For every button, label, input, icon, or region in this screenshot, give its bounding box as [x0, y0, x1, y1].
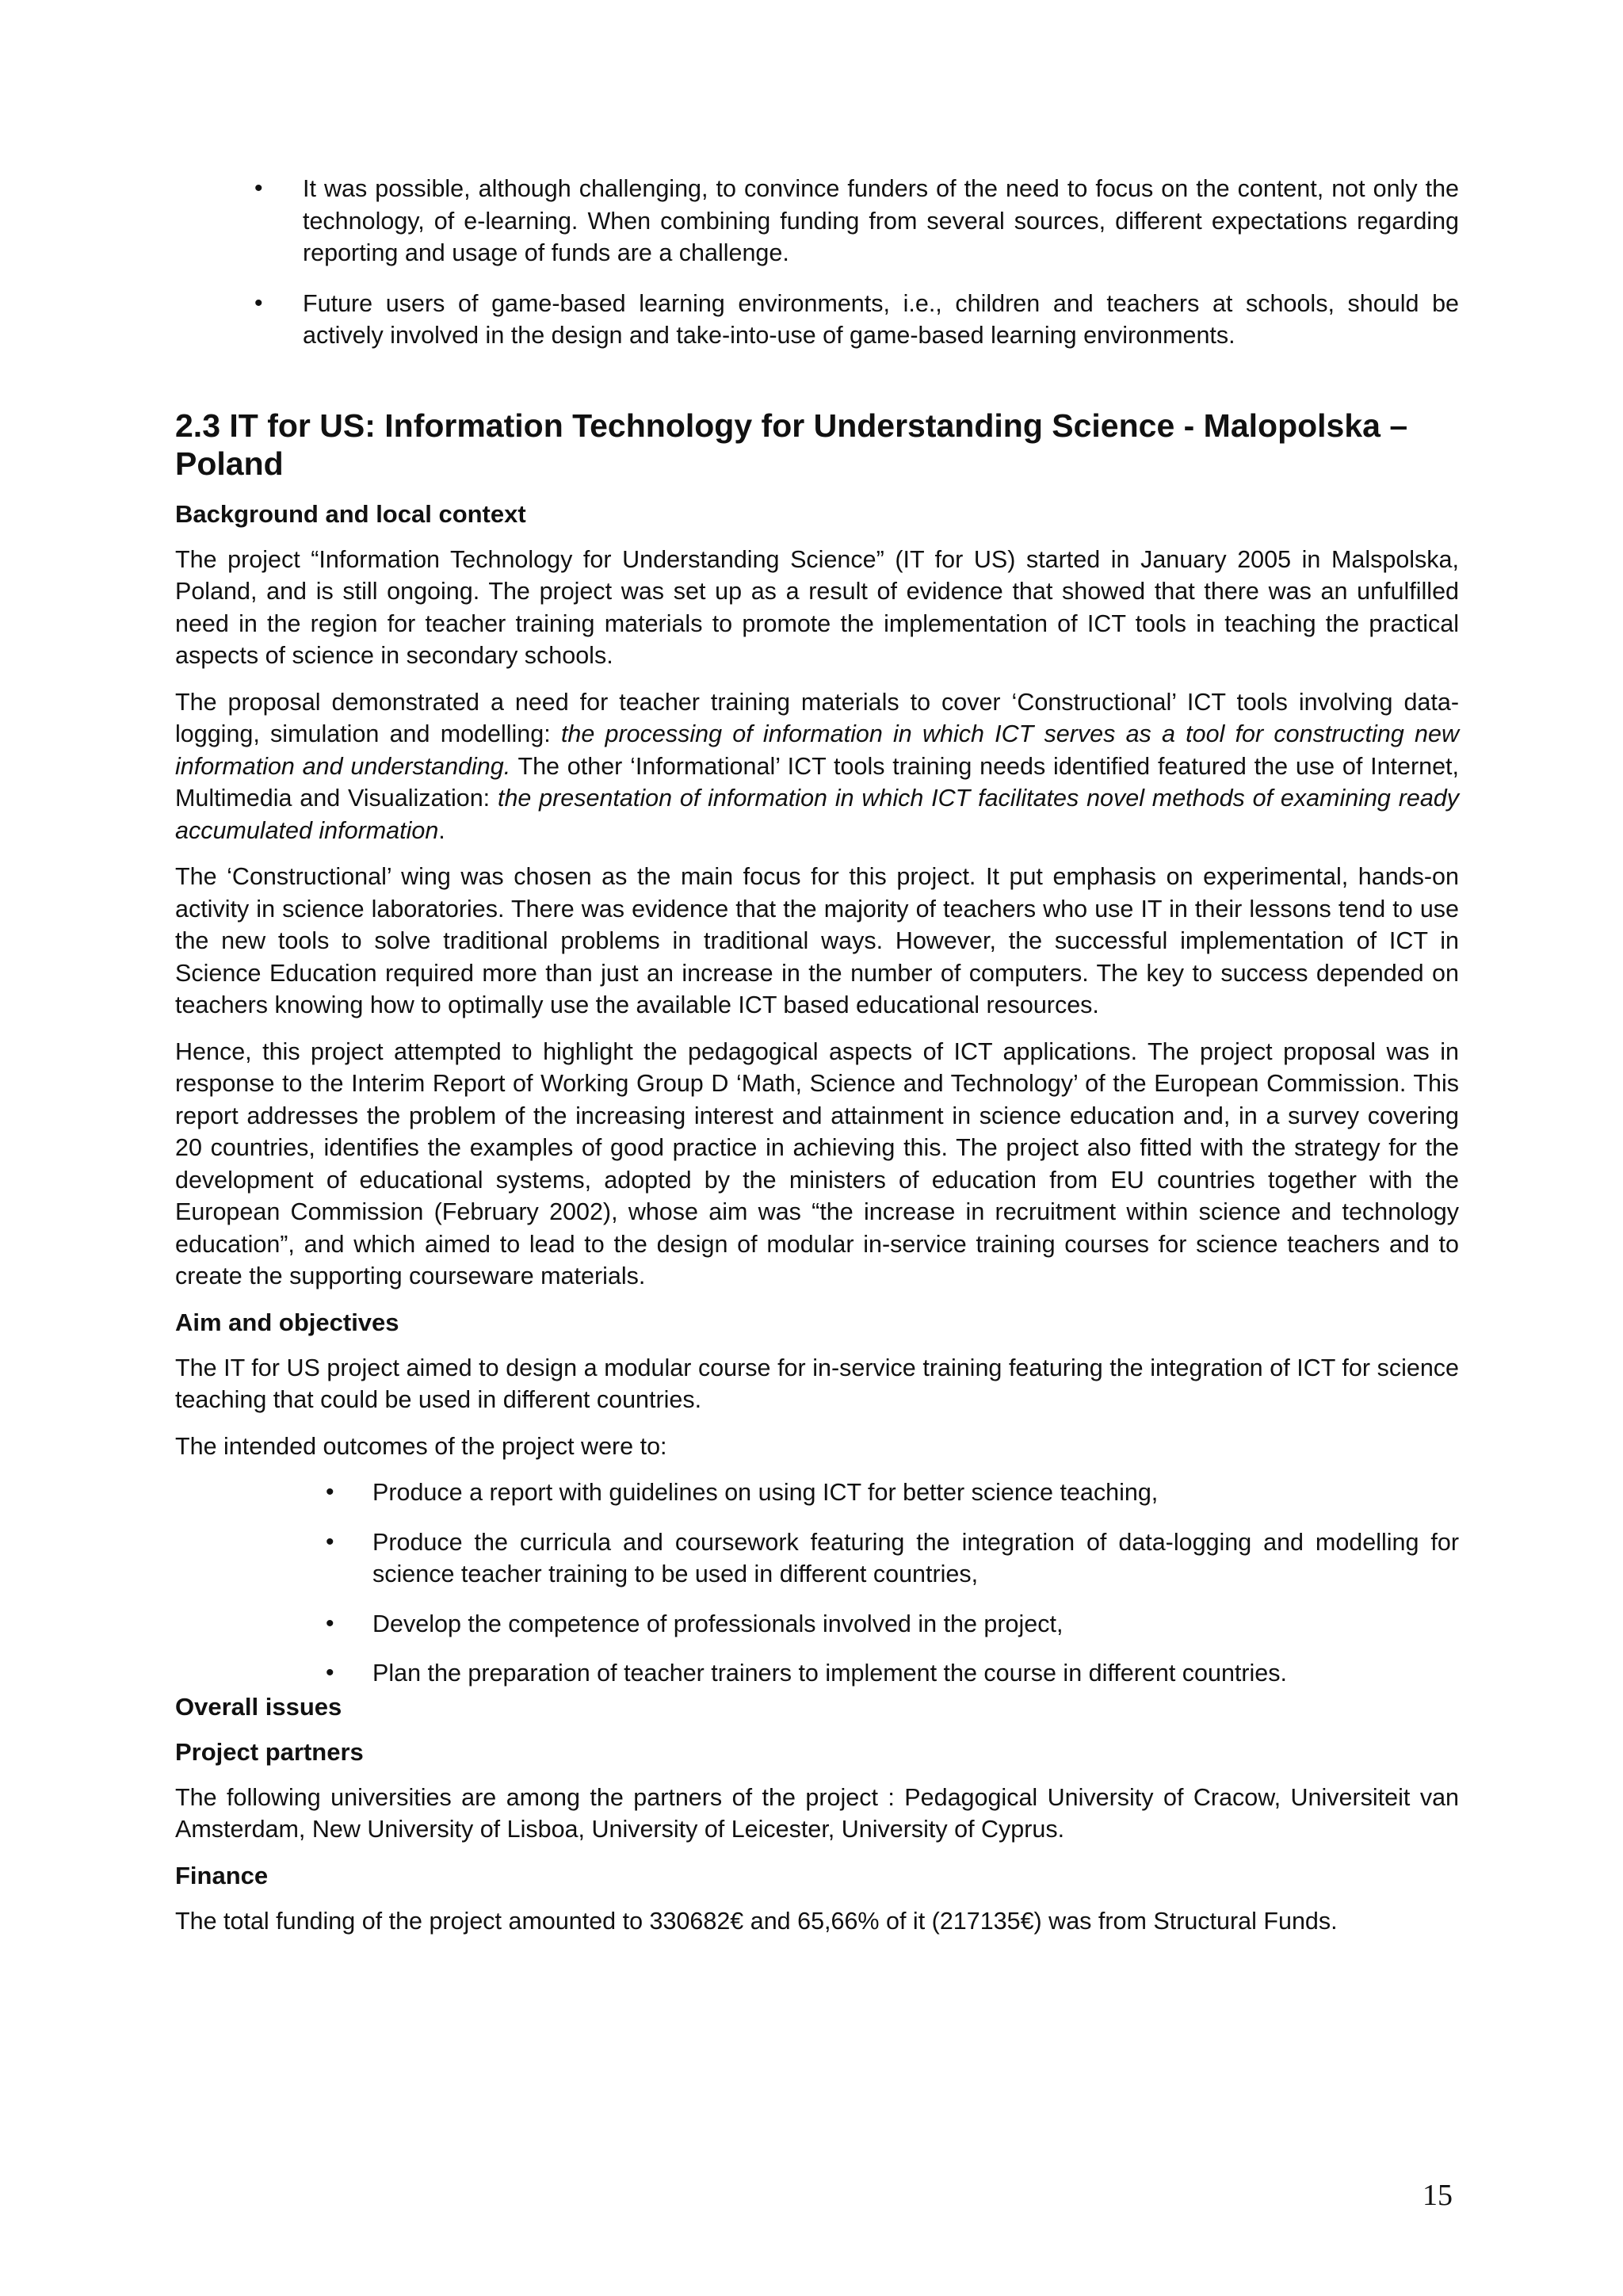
bullet-icon: • [326, 1528, 334, 1555]
p2-text-a: The proposal demonstrated a need for teacher training materials to cover ‘Constructional’ ICT tools involving data-logging, simulation and modelling: [175, 688, 1459, 747]
outcomes-list [175, 1477, 1459, 1690]
list-item [175, 173, 1459, 269]
list-item [175, 1608, 1459, 1641]
background-paragraph-2 [175, 686, 1459, 847]
p2-italic-b: the processing of information in which ICT serves as a tool for constructing new information and understanding. [175, 720, 1459, 780]
background-paragraph-1: The project “Information Technology for Understanding Science” (IT for US) started in January 2005 in Malspolska, Poland, and is still ongoing. The project was set up as a result of evidence that showed that there was an unfulfilled need in the region for teacher training materials to promote the implementation of ICT tools in teaching the practical aspects of science in secondary schools. [175, 545, 1459, 669]
p2-text-c: The other ‘Informational’ ICT tools training needs identified featured the use of Internet, Multimedia and Visualization: [175, 752, 1459, 812]
p2-text-e: . [438, 816, 445, 844]
list-item [175, 1526, 1459, 1591]
outcome-text: Produce the curricula and coursework featuring the integration of data-logging and modelling for science teacher training to be used in different countries, [372, 1528, 1459, 1587]
p2-italic-d: the presentation of information in which ICT facilitates novel methods of examining ready accumulated information [175, 785, 1459, 844]
section-title: 2.3 IT for US: Information Technology for Understanding Science - Malopolska – Poland [175, 407, 1408, 482]
list-item [175, 1477, 1459, 1509]
bullet-text: Future users of game-based learning environments, i.e., children and teachers at schools, should be actively involved in the design and take-into-use of game-based learning environments. [303, 289, 1459, 349]
partners-paragraph: The following universities are among the partners of the project : Pedagogical University of Cracow, Universiteit van Amsterdam, New University of Lisboa, University of Leicester, University of Cyprus. [175, 1783, 1459, 1843]
outcome-text: Develop the competence of professionals involved in the project, [372, 1610, 1064, 1637]
background-heading: Background and local context [175, 499, 526, 528]
aims-paragraph-1: The IT for US project aimed to design a modular course for in-service training featuring the integration of ICT for science teaching that could be used in different countries. [175, 1354, 1459, 1413]
background-paragraph-3: The ‘Constructional’ wing was chosen as the main focus for this project. It put emphasis on experimental, hands-on activity in science laboratories. There was evidence that the majority of teachers who use IT in their lessons tend to use the new tools to solve traditional problems in traditional ways. However, the successful implementation of ICT in Science Education required more than just an increase in the number of computers. The key to success depended on teachers knowing how to optimally use the available ICT based educational resources. [175, 863, 1459, 1018]
bullet-icon: • [254, 289, 263, 316]
aims-heading: Aim and objectives [175, 1308, 399, 1336]
outcome-text: Plan the preparation of teacher trainers to implement the course in different countries. [372, 1660, 1287, 1687]
outcome-text: Produce a report with guidelines on using ICT for better science teaching, [372, 1479, 1159, 1506]
bullet-text: It was possible, although challenging, to convince funders of the need to focus on the content, not only the technology, of e-learning. When combining funding from several sources, different expectations regarding reporting and usage of funds are a challenge. [303, 175, 1459, 266]
list-item [175, 1657, 1459, 1690]
list-item [175, 288, 1459, 352]
overall-issues-heading: Overall issues [175, 1692, 342, 1721]
partners-heading: Project partners [175, 1737, 364, 1766]
page-content [175, 173, 1459, 1951]
aims-paragraph-2: The intended outcomes of the project were to: [175, 1432, 667, 1460]
finance-paragraph: The total funding of the project amounted to 330682€ and 65,66% of it (217135€) was from Structural Funds. [175, 1907, 1338, 1935]
page-number: 15 [1423, 2179, 1453, 2212]
bullet-icon: • [326, 1610, 334, 1637]
finance-heading: Finance [175, 1861, 269, 1889]
background-paragraph-4: Hence, this project attempted to highlight the pedagogical aspects of ICT applications. The project proposal was in response to the Interim Report of Working Group D ‘Math, Science and Technology’ of the European Commission. This report addresses the problem of the increasing interest and attainment in science education and, in a survey covering 20 countries, identifies the examples of good practice in achieving this. The project also fitted with the strategy for the development of educational systems, adopted by the ministers of education from EU countries together with the European Commission (February 2002), whose aim was “the increase in recruitment within science and technology education”, and which aimed to lead to the design of modular in-service training courses for science teachers and to create the supporting courseware materials. [175, 1037, 1459, 1289]
top-bullet-list [175, 173, 1459, 352]
bullet-icon: • [254, 175, 263, 201]
bullet-icon: • [326, 1660, 334, 1686]
bullet-icon: • [326, 1479, 334, 1505]
